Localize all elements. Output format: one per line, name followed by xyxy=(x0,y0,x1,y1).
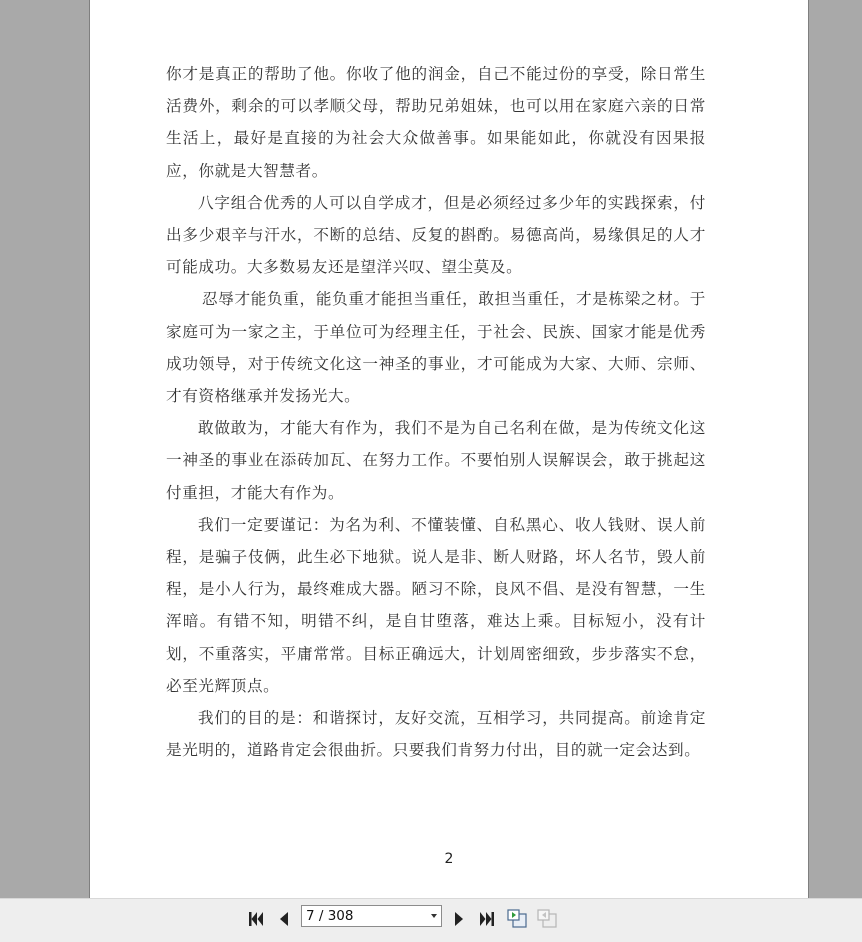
next-page-icon xyxy=(450,910,468,928)
paragraph-6: 我们的目的是：和谐探讨，友好交流，互相学习，共同提高。前途肯定是光明的，道路肯定会很曲折。只要我们肯努力付出，目的就一定会达到。 xyxy=(166,709,706,760)
last-page-button[interactable] xyxy=(476,908,498,930)
page-selector-dropdown[interactable] xyxy=(301,905,442,927)
previous-page-icon xyxy=(275,910,293,928)
chevron-down-icon xyxy=(431,914,437,918)
previous-page-button[interactable] xyxy=(273,908,295,930)
paragraph-3: 忍辱才能负重，能负重才能担当重任，敢担当重任，才是栋梁之材。于家庭可为一家之主，于单位可为经理主任，于社会、民族、国家才能是优秀成功领导，对于传统文化这一神圣的事业，才可能成为大家、大师、宗师、才有资格继承并发扬光大。 xyxy=(166,290,706,406)
page-content xyxy=(166,58,706,766)
go-forward-view-button[interactable] xyxy=(536,908,558,930)
go-back-view-icon xyxy=(506,908,528,930)
paragraph-1: 你才是真正的帮助了他。你收了他的润金，自己不能过份的享受，除日常生活费外，剩余的可以孝顺父母，帮助兄弟姐妹，也可以用在家庭六亲的日常生活上，最好是直接的为社会大众做善事。如果能如此，你就没有因果报应，你就是大智慧者。 xyxy=(166,65,706,180)
first-page-button[interactable] xyxy=(245,908,267,930)
document-page xyxy=(89,0,809,898)
last-page-icon xyxy=(478,910,496,928)
page-number: 2 xyxy=(444,851,454,867)
paragraph-5: 我们一定要谨记：为名为利、不懂装懂、自私黑心、收人钱财、误人前程，是骗子伎俩，此生必下地狱。说人是非、断人财路，坏人名节，毁人前程，是小人行为，最终难成大器。陋习不除，良风不倡、是没有智慧，一生浑暗。有错不知，明错不纠，是自甘堕落，难达上乘。目标短小，没有计划，不重落实，平庸常常。目标正确远大，计划周密细致，步步落实不怠，必至光辉顶点。 xyxy=(166,515,706,695)
go-forward-view-icon xyxy=(536,908,558,930)
first-page-icon xyxy=(247,910,265,928)
paragraph-2: 八字组合优秀的人可以自学成才，但是必须经过多少年的实践探索，付出多少艰辛与汗水，不断的总结、反复的斟酌。易德高尚，易缘俱足的人才可能成功。大多数易友还是望洋兴叹、望尘莫及。 xyxy=(166,193,706,277)
paragraph-4: 敢做敢为，才能大有作为，我们不是为自己名利在做，是为传统文化这一神圣的事业在添砖加瓦、在努力工作。不要怕别人误解误会，敢于挑起这付重担，才能大有作为。 xyxy=(166,419,706,502)
navigation-toolbar xyxy=(0,898,862,942)
go-back-view-button[interactable] xyxy=(506,908,528,930)
next-page-button[interactable] xyxy=(448,908,470,930)
page-indicator: 7 / 308 xyxy=(306,908,354,924)
